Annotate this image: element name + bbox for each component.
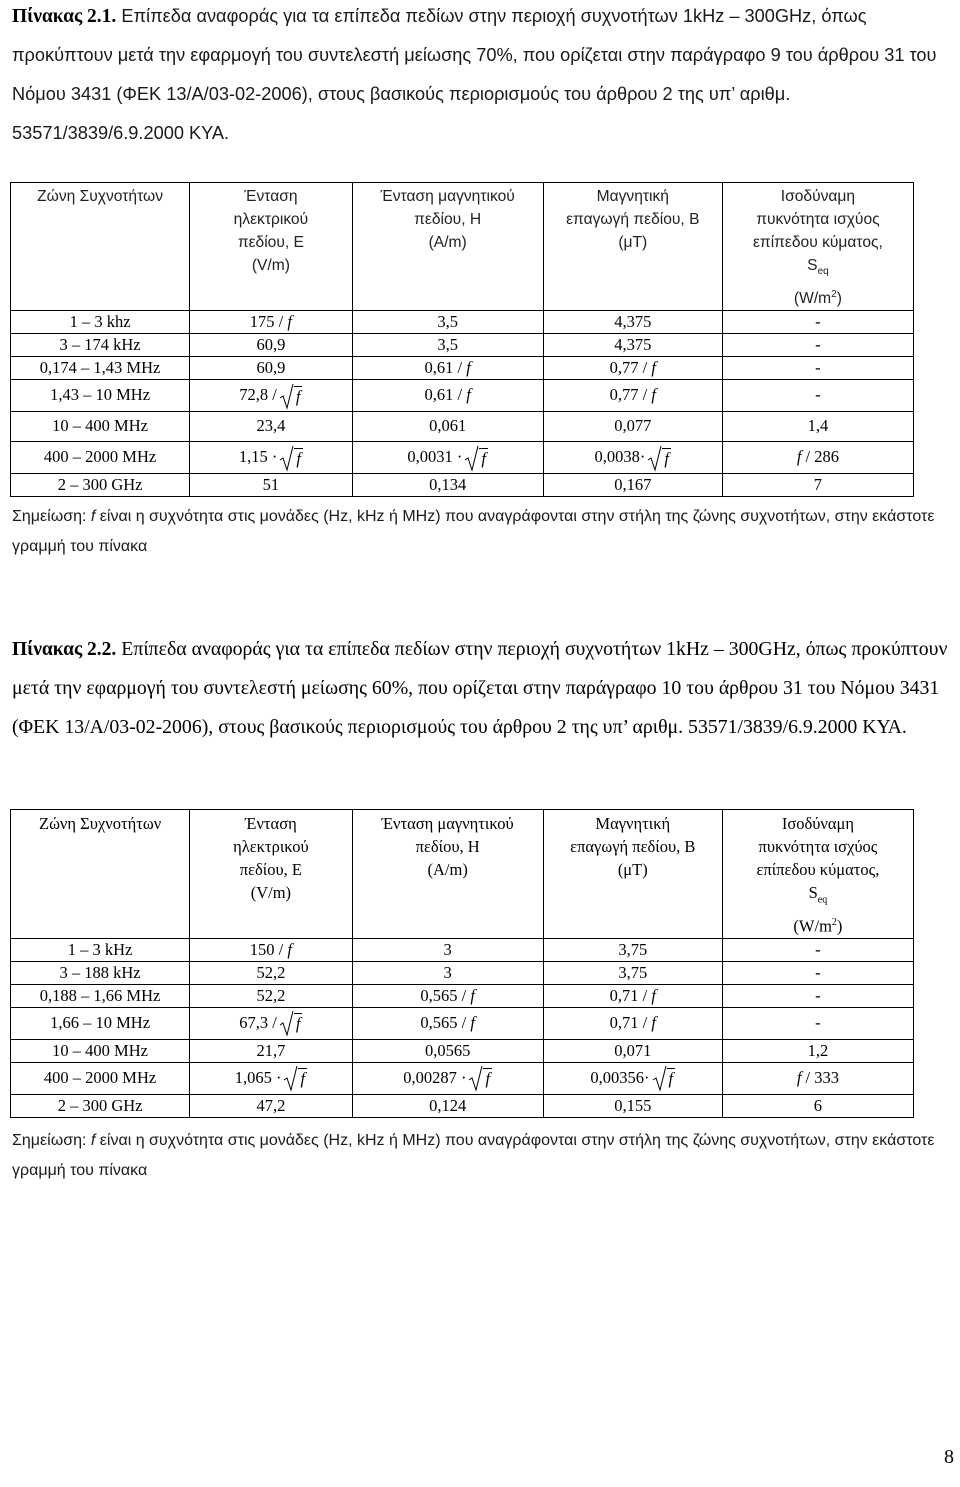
square-root-icon: f (279, 1015, 303, 1033)
table-row (11, 380, 914, 412)
power-density-cell: 7 (722, 474, 913, 497)
header-frequency-zone: Ζώνη Συχνοτήτων (11, 183, 190, 311)
zone-cell: 1,66 – 10 MHz (11, 1007, 190, 1039)
table-row (11, 311, 914, 334)
power-density-cell: 1,2 (722, 1039, 913, 1062)
zone-cell: 1 – 3 kHz (11, 938, 190, 961)
magnetic-induction-cell: 0,071 (543, 1039, 722, 1062)
magnetic-induction-cell: 4,375 (543, 334, 722, 357)
magnetic-induction-cell: 4,375 (543, 311, 722, 334)
table1 (10, 182, 914, 497)
magnetic-induction-cell: 0,167 (543, 474, 722, 497)
magnetic-field-cell: 0,61 / f (352, 357, 543, 380)
header-frequency-zone: Ζώνη Συχνοτήτων (11, 810, 190, 939)
table1-note: Σημείωση: f είναι η συχνότητα στις μονάδες (Hz, kHz ή MHz) που αναγράφονται στην στήλη της ζώνης συχνοτήτων, στην εκάστοτε γραμμή του πίνακα (12, 508, 935, 555)
header-electric-field: Ένταση ηλεκτρικού πεδίου, Ε (V/m) (190, 183, 352, 311)
table2-caption-text: Επίπεδα αναφοράς για τα επίπεδα πεδίων στην περιοχή συχνοτήτων 1kHz – 300GHz, όπως προκύπτουν μετά την εφαρμογή του συντελεστή μείωσης 60%, που ορίζεται στην παράγραφο 10 του άρθρου 31 του Νόμου 3431 (ΦΕΚ 13/Α/03-02-2006), στους βασικούς περιορισμούς του άρθρου 2 της υπ’ αριθμ. 53571/3839/6.9.2000 ΚΥΑ. (12, 638, 948, 738)
table1-caption (12, 0, 958, 153)
electric-field-cell: 1,15 · f (190, 442, 352, 474)
electric-field-cell: 175 / f (190, 311, 352, 334)
zone-cell: 2 – 300 GHz (11, 474, 190, 497)
electric-field-cell: 23,4 (190, 412, 352, 442)
table1-header-row (11, 183, 914, 311)
magnetic-field-cell: 0,124 (352, 1094, 543, 1117)
table1-caption-text: Επίπεδα αναφοράς για τα επίπεδα πεδίων στην περιοχή συχνοτήτων 1kHz – 300GHz, όπως προκύπτουν μετά την εφαρμογή του συντελεστή μείωσης 70%, που ορίζεται στην παράγραφο 9 του άρθρου 31 του Νόμου 3431 (ΦΕΚ 13/Α/03-02-2006), στους βασικούς περιορισμούς του άρθρου 2 της υπ’ αριθμ. 53571/3839/6.9.2000 ΚΥΑ. (12, 6, 937, 143)
square-root-icon: f (464, 450, 488, 468)
zone-cell: 1 – 3 khz (11, 311, 190, 334)
table-row (11, 961, 914, 984)
table-row (11, 1039, 914, 1062)
magnetic-induction-cell: 0,077 (543, 412, 722, 442)
zone-cell: 400 – 2000 MHz (11, 442, 190, 474)
power-density-cell: - (722, 1007, 913, 1039)
square-root-icon: f (283, 1070, 307, 1088)
magnetic-induction-cell: 0,155 (543, 1094, 722, 1117)
table2-label: Πίνακας 2.2. (12, 639, 117, 660)
header-magnetic-field: Ένταση μαγνητικού πεδίου, Η (A/m) (352, 810, 543, 939)
magnetic-induction-cell: 0,77 / f (543, 380, 722, 412)
magnetic-field-cell: 3 (352, 938, 543, 961)
electric-field-cell: 51 (190, 474, 352, 497)
magnetic-induction-cell: 0,77 / f (543, 357, 722, 380)
power-density-cell: - (722, 334, 913, 357)
table-row (11, 1062, 914, 1094)
header-magnetic-induction: Μαγνητική επαγωγή πεδίου, Β (μT) (543, 810, 722, 939)
electric-field-cell: 150 / f (190, 938, 352, 961)
header-magnetic-field: Ένταση μαγνητικού πεδίου, Η (A/m) (352, 183, 543, 311)
magnetic-induction-cell: 3,75 (543, 961, 722, 984)
zone-cell: 3 – 174 kHz (11, 334, 190, 357)
table-row (11, 357, 914, 380)
electric-field-cell: 60,9 (190, 357, 352, 380)
square-root-icon: f (652, 1070, 676, 1088)
table-row (11, 1007, 914, 1039)
magnetic-field-cell: 3 (352, 961, 543, 984)
power-density-cell: 1,4 (722, 412, 913, 442)
table-row (11, 334, 914, 357)
power-density-cell: f / 286 (722, 442, 913, 474)
electric-field-cell: 21,7 (190, 1039, 352, 1062)
zone-cell: 10 – 400 MHz (11, 1039, 190, 1062)
magnetic-induction-cell: 0,00356· f (543, 1062, 722, 1094)
magnetic-induction-cell: 0,71 / f (543, 984, 722, 1007)
zone-cell: 3 – 188 kHz (11, 961, 190, 984)
power-density-cell: f / 333 (722, 1062, 913, 1094)
zone-cell: 2 – 300 GHz (11, 1094, 190, 1117)
magnetic-field-cell: 3,5 (352, 311, 543, 334)
zone-cell: 10 – 400 MHz (11, 412, 190, 442)
zone-cell: 400 – 2000 MHz (11, 1062, 190, 1094)
power-density-cell: - (722, 311, 913, 334)
magnetic-field-cell: 0,0565 (352, 1039, 543, 1062)
electric-field-cell: 72,8 / f (190, 380, 352, 412)
electric-field-cell: 52,2 (190, 984, 352, 1007)
power-density-cell: - (722, 357, 913, 380)
magnetic-field-cell: 0,565 / f (352, 984, 543, 1007)
power-density-cell: - (722, 984, 913, 1007)
power-density-cell: - (722, 380, 913, 412)
magnetic-field-cell: 0,0031 · f (352, 442, 543, 474)
table-row (11, 938, 914, 961)
square-root-icon: f (279, 388, 303, 406)
power-density-cell: - (722, 961, 913, 984)
table-row (11, 442, 914, 474)
table2-note: Σημείωση: f είναι η συχνότητα στις μονάδες (Hz, kHz ή MHz) που αναγράφονται στην στήλη της ζώνης συχνοτήτων, στην εκάστοτε γραμμή του πίνακα (12, 1132, 935, 1179)
table2-header-row (11, 810, 914, 939)
table-row (11, 412, 914, 442)
magnetic-induction-cell: 3,75 (543, 938, 722, 961)
magnetic-field-cell: 0,061 (352, 412, 543, 442)
magnetic-field-cell: 0,61 / f (352, 380, 543, 412)
zone-cell: 0,174 – 1,43 MHz (11, 357, 190, 380)
magnetic-field-cell: 0,565 / f (352, 1007, 543, 1039)
power-density-cell: 6 (722, 1094, 913, 1117)
square-root-icon: f (468, 1070, 492, 1088)
table-row (11, 474, 914, 497)
zone-cell: 0,188 – 1,66 MHz (11, 984, 190, 1007)
table1-label: Πίνακας 2.1. (12, 6, 117, 27)
table2-caption (12, 630, 958, 747)
square-root-icon: f (647, 450, 671, 468)
electric-field-cell: 67,3 / f (190, 1007, 352, 1039)
page-number: 8 (944, 1446, 954, 1468)
magnetic-field-cell: 3,5 (352, 334, 543, 357)
table-row (11, 1094, 914, 1117)
table2 (10, 809, 914, 1118)
magnetic-field-cell: 0,00287 · f (352, 1062, 543, 1094)
electric-field-cell: 60,9 (190, 334, 352, 357)
square-root-icon: f (279, 450, 303, 468)
electric-field-cell: 52,2 (190, 961, 352, 984)
magnetic-field-cell: 0,134 (352, 474, 543, 497)
table-row (11, 984, 914, 1007)
header-power-density: Ισοδύναμη πυκνότητα ισχύος επίπεδου κύματος, $S_{eq}$ $(W/m^2)$ (722, 810, 913, 939)
power-density-cell: - (722, 938, 913, 961)
electric-field-cell: 1,065 · f (190, 1062, 352, 1094)
zone-cell: 1,43 – 10 MHz (11, 380, 190, 412)
magnetic-induction-cell: 0,71 / f (543, 1007, 722, 1039)
header-magnetic-induction: Μαγνητική επαγωγή πεδίου, Β (μT) (543, 183, 722, 311)
header-electric-field: Ένταση ηλεκτρικού πεδίου, Ε (V/m) (190, 810, 352, 939)
electric-field-cell: 47,2 (190, 1094, 352, 1117)
header-power-density: Ισοδύναμη πυκνότητα ισχύος επίπεδου κύματος, $S_{eq}$ $(W/m^2)$ (722, 183, 913, 311)
magnetic-induction-cell: 0,0038· f (543, 442, 722, 474)
